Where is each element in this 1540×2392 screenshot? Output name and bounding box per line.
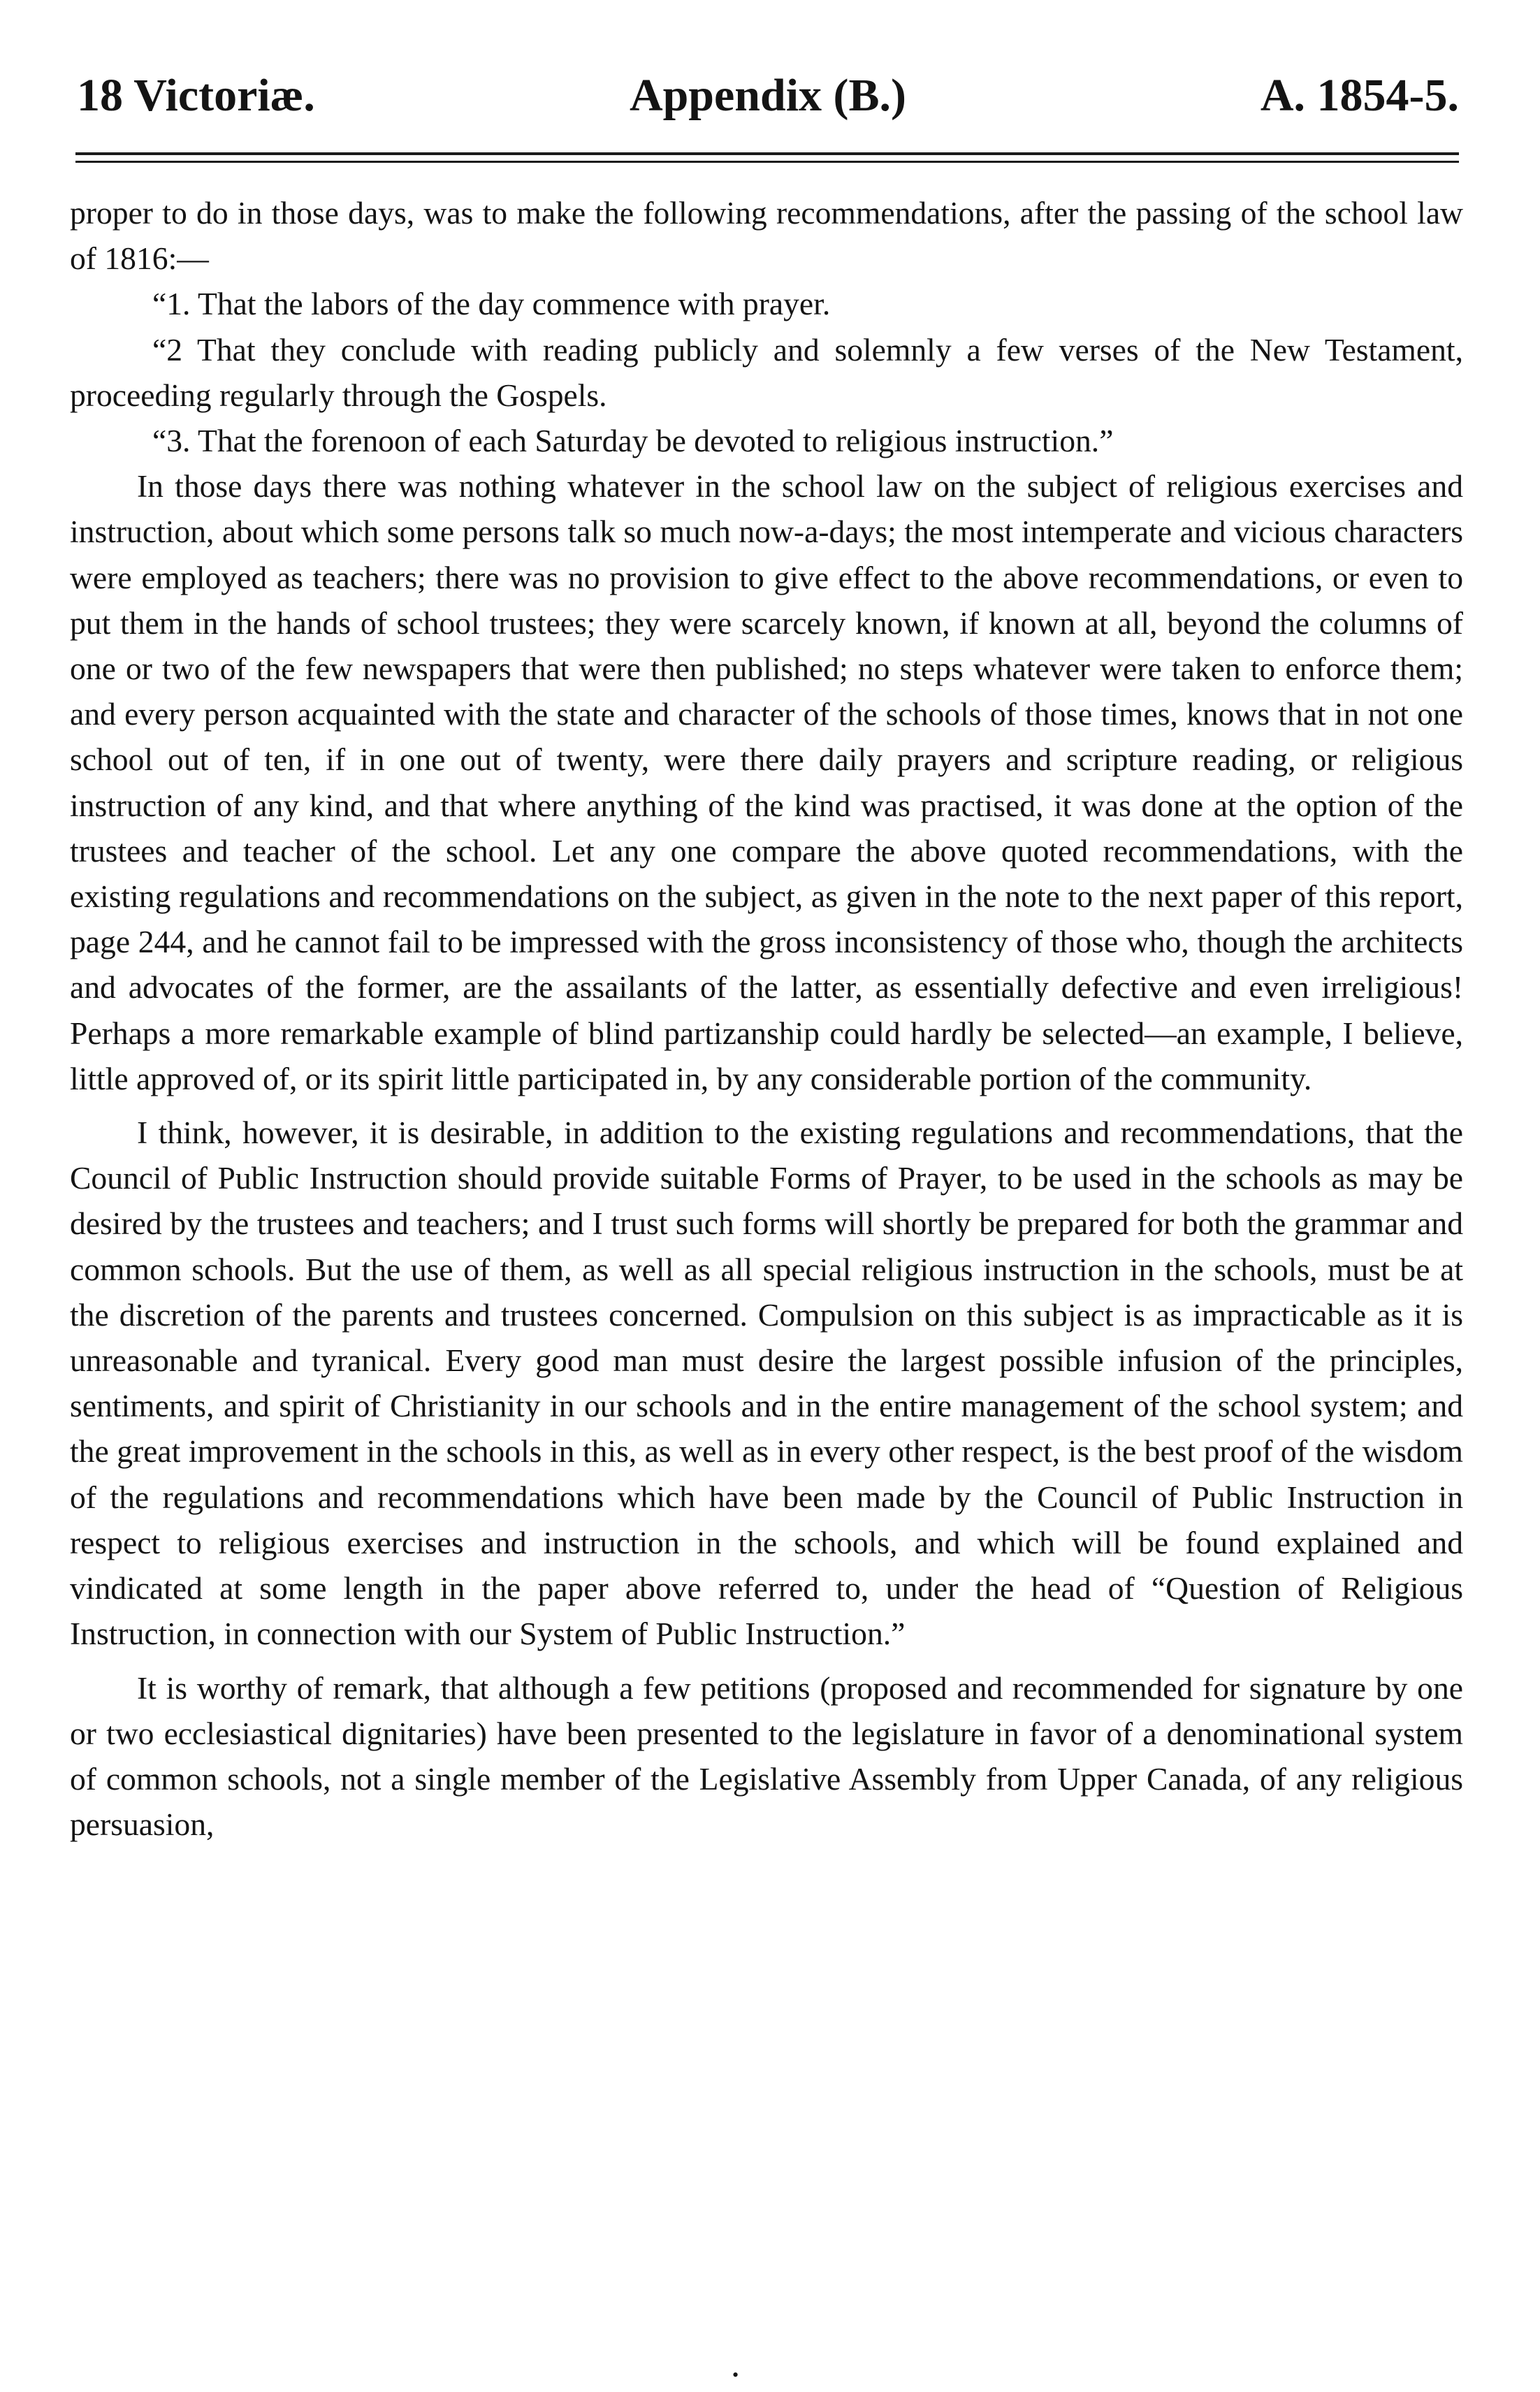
body-text — [70, 190, 1463, 1847]
paragraph-forms-of-prayer: I think, however, it is desirable, in addition to the existing regulations and recommendations, that the Council of Public Instruction should provide suitable Forms of Prayer, to be used in the schools as may be desired by the trustees and teachers; and I trust such forms will shortly be prepared for both the grammar and common schools. But the use of them, as well as all special religious instruction in the schools, must be at the discretion of the parents and trustees concerned. Compulsion on this subject is as impracticable as it is unreasonable and tyranical. Every good man must desire the largest possible infusion of the principles, sentiments, and spirit of Christianity in our schools and in the entire management of the school system; and the great improvement in the schools in this, as well as in every other respect, is the best proof of the wisdom of the regulations and recommendations which have been made by the Council of Public Instruction in respect to religious exercises and instruction in the schools, and which will be found explained and vindicated at some length in the paper above referred to, under the head of “Question of Religious Instruction, in connection with our System of Public Instruction.” — [70, 1115, 1463, 1652]
recommendation-3: “3. That the forenoon of each Saturday be devoted to religious instruction.” — [152, 423, 1114, 459]
header-rule-thick — [75, 152, 1459, 155]
header-session-year: A. 1854-5. — [1260, 70, 1459, 121]
paragraph-school-law: In those days there was nothing whatever in the school law on the subject of religious exercises and instruction, about which some persons talk so much now-a-days; the most intemperate and vicious characters were employed as teachers; there was no provision to give effect to the above recommendations, or even to put them in the hands of school trustees; they were scarcely known, if known at all, beyond the columns of one or two of the few newspapers that were then published; no steps whatever were taken to enforce them; and every person acquainted with the state and character of the schools of those times, knows that in not one school out of ten, if in one out of twenty, were there daily prayers and scripture reading, or religious instruction of any kind, and that where anything of the kind was practised, it was done at the option of the trustees and teacher of the school. Let any one compare the above quoted recommendations, with the existing regulations and recommendations on the subject, as given in the note to the next paper of this report, page 244, and he cannot fail to be impressed with the gross inconsistency of those who, though the architects and advocates of the former, are the assailants of the latter, as essentially defective and even irreligious! Perhaps a more remarkable example of blind partizanship could hardly be selected—an example, I believe, little approved of, or its spirit little participated in, by any considerable portion of the community. — [70, 468, 1463, 1096]
paragraph-continuation: proper to do in those days, was to make the following recommendations, after the passing of the school law of 1816:— — [70, 195, 1463, 277]
footer-dot: • — [732, 2365, 739, 2385]
recommendation-1: “1. That the labors of the day commence with prayer. — [152, 286, 831, 322]
recommendation-2: “2 That they conclude with reading publicly and solemnly a few verses of the New Testament, proceeding regularly through the Gospels. — [70, 331, 1463, 413]
paragraph-petitions: It is worthy of remark, that although a few petitions (proposed and recommended for signature by one or two ecclesiastical dignitaries) have been presented to the legislature in favor of a denominational system of common schools, not a single member of the Legislative Assembly from Upper Canada, of any religious persuasion, — [70, 1669, 1463, 1843]
header-appendix-title: Appendix (B.) — [629, 70, 907, 121]
running-header — [77, 64, 1459, 127]
header-regnal-year: 18 Victoriæ. — [77, 70, 315, 121]
header-rule-thin — [75, 161, 1459, 163]
